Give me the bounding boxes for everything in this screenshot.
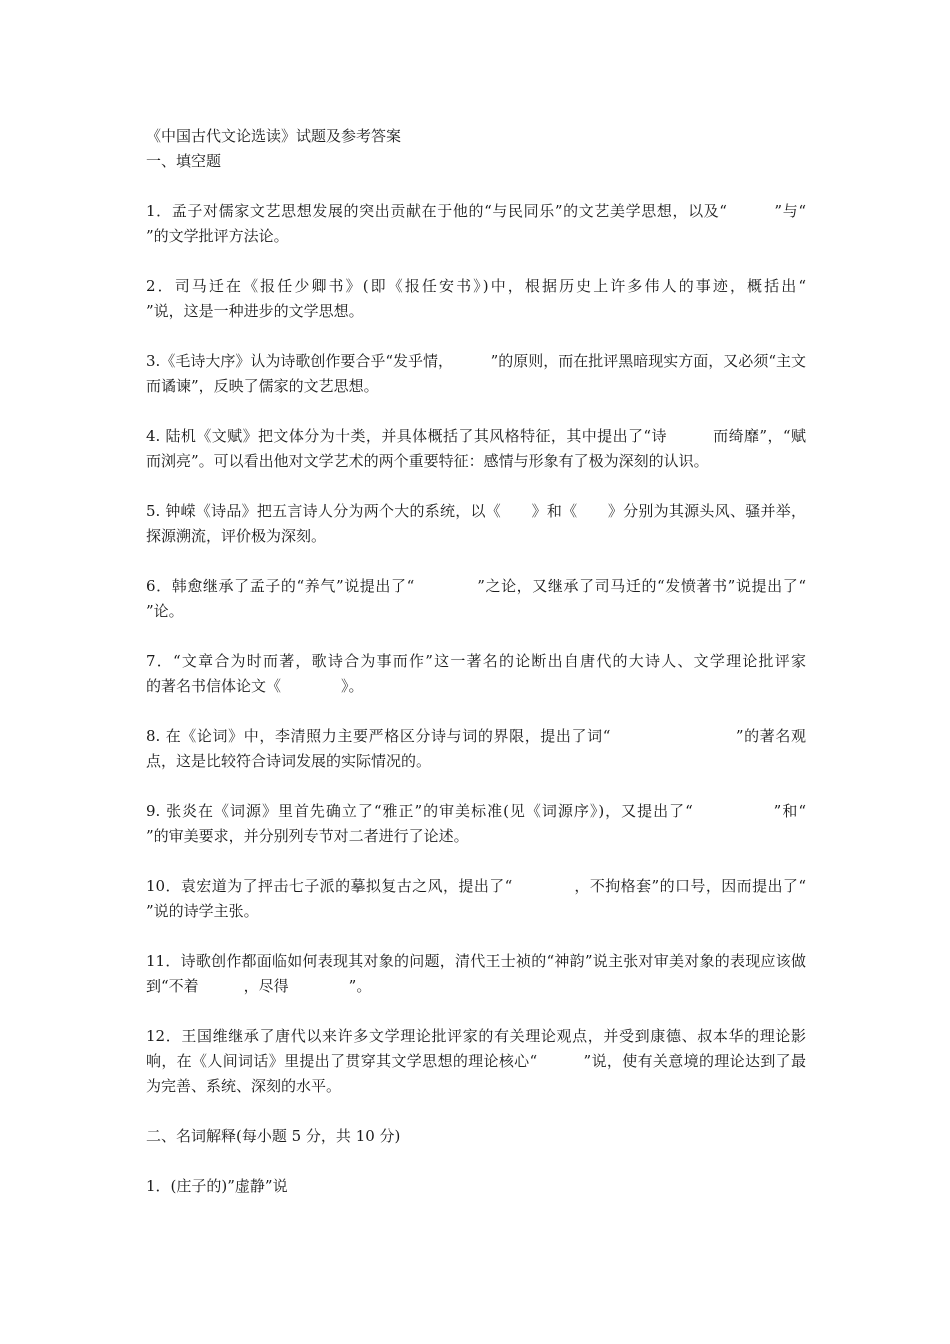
question-5: 5. 钟嵘《诗品》把五言诗人分为两个大的系统，以《 》和《 》分别为其源头风、骚并举，探源溯流，评价极为深刻。 — [146, 502, 806, 545]
question-6: 6．韩愈继承了孟子的“养气”说提出了“ ”之论，又继承了司马迁的“发愤著书”说提出了“ ”论。 — [146, 577, 867, 620]
term-1: 1．(庄子的)”虚静”说 — [146, 1177, 288, 1195]
question-1: 1．孟子对儒家文艺思想发展的突出贡献在于他的“与民同乐”的文艺美学思想，以及“ ”与“ ”的文学批评方法论。 — [146, 202, 852, 245]
document-page — [146, 124, 867, 1199]
question-2: 2．司马迁在《报任少卿书》(即《报任安书》)中，根据历史上许多伟人的事迹，概括出“ ”说，这是一种进步的文学思想。 — [146, 277, 806, 320]
question-11: 11．诗歌创作都面临如何表现其对象的问题，清代王士祯的“神韵”说主张对审美对象的表现应该做到“不着 ，尽得 ”。 — [146, 952, 806, 995]
question-4: 4. 陆机《文赋》把文体分为十类，并具体概括了其风格特征，其中提出了“诗 而绮靡”，“赋 而浏亮”。可以看出他对文学艺术的两个重要特征：感情与形象有了极为深刻的认识。 — [146, 427, 852, 470]
section-heading-term-definition: 二、名词解释(每小题 5 分，共 10 分) — [146, 1127, 401, 1145]
question-8: 8. 在《论词》中，李清照力主要严格区分诗与词的界限，提出了词“ ”的著名观点，这是比较符合诗词发展的实际情况的。 — [146, 727, 806, 770]
document-title: 《中国古代文论选读》试题及参考答案 — [146, 127, 402, 145]
question-3: 3.《毛诗大序》认为诗歌创作要合乎“发乎情， ”的原则，而在批评黑暗现实方面，又必须“主文而谲谏”，反映了儒家的文艺思想。 — [146, 352, 806, 395]
question-9: 9. 张炎在《词源》里首先确立了“雅正”的审美标准(见《词源序》)，又提出了“ ”和“ ”的审美要求，并分别列专节对二者进行了论述。 — [146, 802, 867, 845]
question-7: 7．“文章合为时而著，歌诗合为事而作”这一著名的论断出自唐代的大诗人、文学理论批评家 的著名书信体论文《 》。 — [146, 652, 852, 695]
question-12: 12．王国维继承了唐代以来许多文学理论批评家的有关理论观点，并受到康德、叔本华的理论影响，在《人间词话》里提出了贯穿其文学思想的理论核心“ ”说，使有关意境的理论达到了最为完善、系统、深刻的水平。 — [146, 1027, 806, 1095]
question-10: 10．袁宏道为了抨击七子派的摹拟复古之风，提出了“ ，不拘格套”的口号，因而提出了“ ”说的诗学主张。 — [146, 877, 852, 920]
section-heading-fill-in: 一、填空题 — [146, 152, 222, 170]
